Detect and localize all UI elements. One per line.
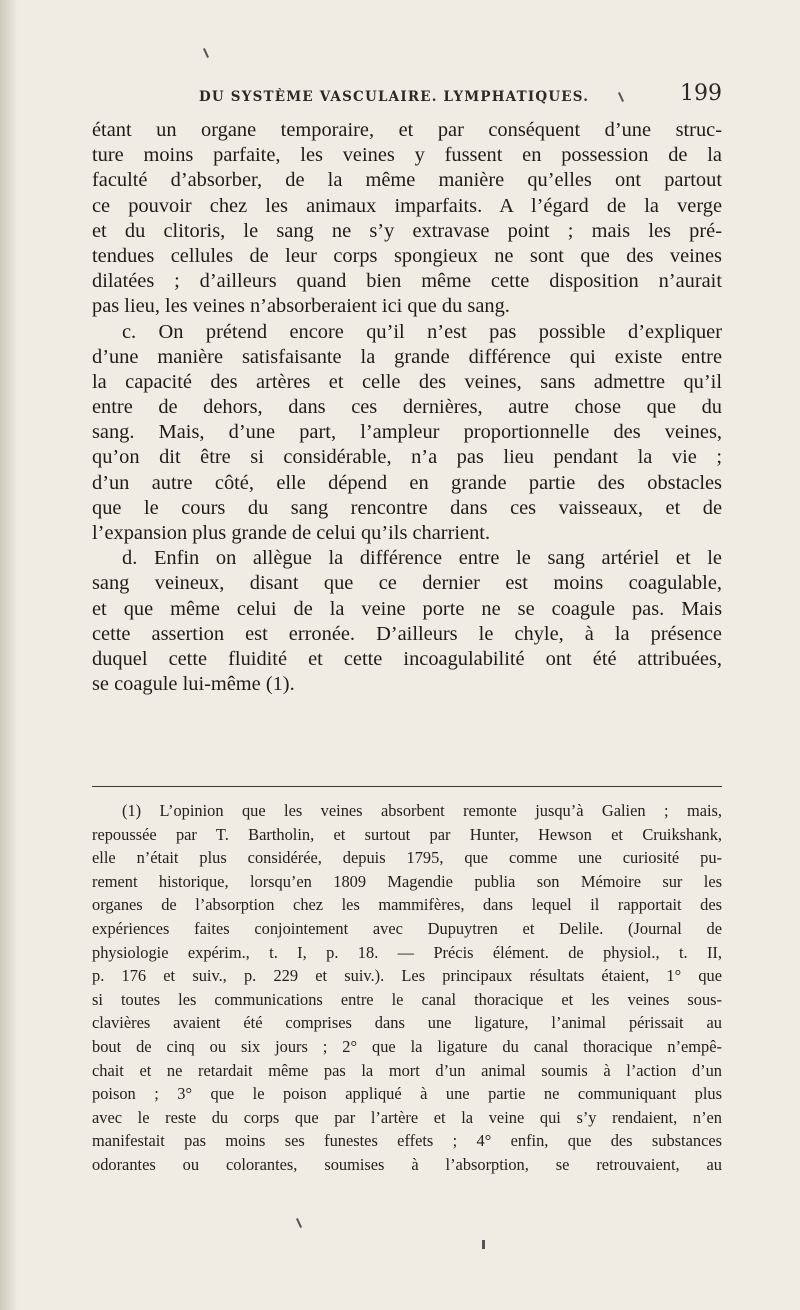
running-head: DU SYSTÈME VASCULAIRE. LYMPHATIQUES. — [199, 89, 590, 105]
body-line: pas lieu, les veines n’absorberaient ici que du sang. — [92, 295, 510, 318]
body-line: duquel cette fluidité et cette incoagulabilité ont été attribuées, — [92, 647, 722, 670]
page-header — [92, 81, 722, 115]
body-line: entre de dehors, dans ces dernières, autre chose que du — [92, 396, 722, 419]
body-line: sang veineux, disant que ce dernier est moins coagulable, — [92, 572, 722, 595]
body-line: d. Enfin on allègue la différence entre le sang artériel et le — [122, 547, 722, 570]
body-line: ture moins parfaite, les veines y fussent en possession de la — [92, 144, 722, 167]
body-text — [92, 118, 722, 697]
footnote-line: avec le reste du corps que par l’artère et la veine qui s’y rendaient, n’en — [92, 1107, 722, 1127]
body-line: que le cours du sang rencontre dans ces vaisseaux, et de — [92, 496, 722, 519]
footnotes — [92, 799, 722, 1177]
footnote-line: bout de cinq ou six jours ; 2° que la ligature du canal thoracique n’empê- — [92, 1036, 722, 1056]
body-line: l’expansion plus grande de celui qu’ils charrient. — [92, 522, 491, 544]
body-line: faculté d’absorber, de la même manière qu’elles ont partout — [92, 169, 722, 192]
page-gutter-shadow — [0, 0, 18, 1310]
body-line: étant un organe temporaire, et par conséquent d’une struc- — [92, 119, 722, 141]
body-line: d’une manière satisfaisante la grande différence qui existe entre — [92, 345, 722, 368]
footnote-line: organes de l’absorption chez les mammifères, dans lequel il rapportait des — [92, 895, 722, 915]
body-line: ce pouvoir chez les animaux imparfaits. A l’égard de la verge — [92, 194, 722, 217]
body-line: sang. Mais, d’une part, l’ampleur proportionnelle des veines, — [92, 421, 722, 444]
footnote-line: repoussée par T. Bartholin, et surtout par Hunter, Hewson et Cruikshank, — [92, 824, 722, 844]
footnote-line: elle n’était plus considérée, depuis 1795, que comme une curiosité pu- — [92, 848, 722, 868]
footnote-line: si toutes les communications entre le canal thoracique et les veines sous- — [92, 989, 722, 1009]
body-line: tendues cellules de leur corps spongieux ne sont que des veines — [92, 244, 722, 267]
body-line: se coagule lui-même (1). — [92, 673, 295, 696]
body-line: c. On prétend encore qu’il n’est pas possible d’expliquer — [122, 320, 722, 343]
footnote-line: rement historique, lorsqu’en 1809 Magendie publia son Mémoire sur les — [92, 871, 722, 891]
body-line: cette assertion est erronée. D’ailleurs le chyle, à la présence — [92, 622, 722, 645]
footnote-line: poison ; 3° que le poison appliqué à une partie ne communiquant plus — [92, 1084, 722, 1104]
stray-mark — [203, 48, 209, 58]
footnote-line: clavières avaient été comprises dans une ligature, l’animal périssait au — [92, 1013, 722, 1033]
stray-mark — [482, 1240, 485, 1249]
footnote-line: (1) L’opinion que les veines absorbent remonte jusqu’à Galien ; mais, — [122, 801, 722, 820]
footnote-line: chait et ne retardait même pas la mort d’un animal soumis à l’action d’un — [92, 1060, 722, 1080]
body-line: dilatées ; d’ailleurs quand bien même cette disposition n’aurait — [92, 270, 722, 293]
page-number: 199 — [680, 81, 722, 106]
stray-mark — [296, 1218, 302, 1228]
body-line: et que même celui de la veine porte ne se coagule pas. Mais — [92, 597, 722, 620]
footnote-line: expériences faites conjointement avec Dupuytren et Delile. (Journal de — [92, 918, 722, 938]
body-line: la capacité des artères et celle des veines, sans admettre qu’il — [92, 370, 722, 393]
footnote-line: odorantes ou colorantes, soumises à l’absorption, se retrouvaient, au — [92, 1154, 722, 1174]
footnote-line: manifestait pas moins ses funestes effets ; 4° enfin, que des substances — [92, 1131, 722, 1151]
footnote-line: physiologie expérim., t. I, p. 18. — Précis élément. de physiol., t. II, — [92, 942, 722, 962]
body-line: qu’on dit être si considérable, n’a pas lieu pendant la vie ; — [92, 446, 722, 469]
footnote-rule — [92, 786, 722, 787]
footnote-line: p. 176 et suiv., p. 229 et suiv.). Les principaux résultats étaient, 1° que — [92, 966, 722, 986]
body-line: d’un autre côté, elle dépend en grande partie des obstacles — [92, 471, 722, 494]
body-line: et du clitoris, le sang ne s’y extravase point ; mais les pré- — [92, 219, 722, 242]
